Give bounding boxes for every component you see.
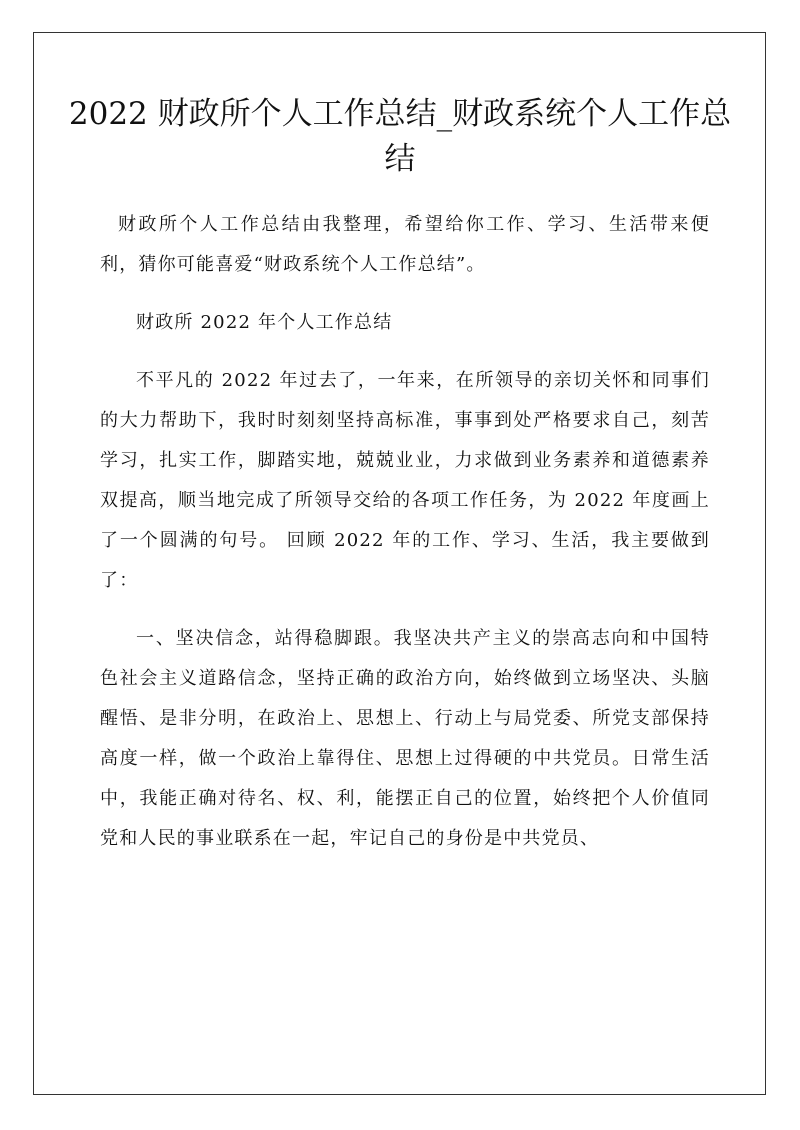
body-paragraph: 一、坚决信念，站得稳脚跟。我坚决共产主义的崇高志向和中国特色社会主义道路信念，坚持正确的政治方向，始终做到立场坚决、头脑醒悟、是非分明，在政治上、思想上、行动上与局党委、所党支部保持高度一样，做一个政治上靠得住、思想上过得硬的中共党员。日常生活中，我能正确对待名、权、利，能摆正自己的位置，始终把个人价值同党和人民的事业联系在一起，牢记自己的身份是中共党员、: [100, 628, 710, 849]
section-heading: 财政所 2022 年个人工作总结: [136, 312, 393, 333]
document-body: [100, 205, 710, 877]
document-title: 2022 财政所个人工作总结_财政系统个人工作总结: [68, 96, 732, 177]
body-paragraph: 不平凡的 2022 年过去了，一年来，在所领导的亲切关怀和同事们的大力帮助下，我时时刻刻坚持高标准，事事到处严格要求自己，刻苦学习，扎实工作，脚踏实地，兢兢业业，力求做到业务素养和道德素养双提高，顺当地完成了所领导交给的各项工作任务，为 2022 年度画上了一个圆满的句号。 回顾 2022 年的工作、学习、生活，我主要做到了：: [100, 370, 710, 591]
intro-paragraph: 财政所个人工作总结由我整理，希望给你工作、学习、生活带来便利，猜你可能喜爱“财政系统个人工作总结”。: [100, 214, 710, 275]
